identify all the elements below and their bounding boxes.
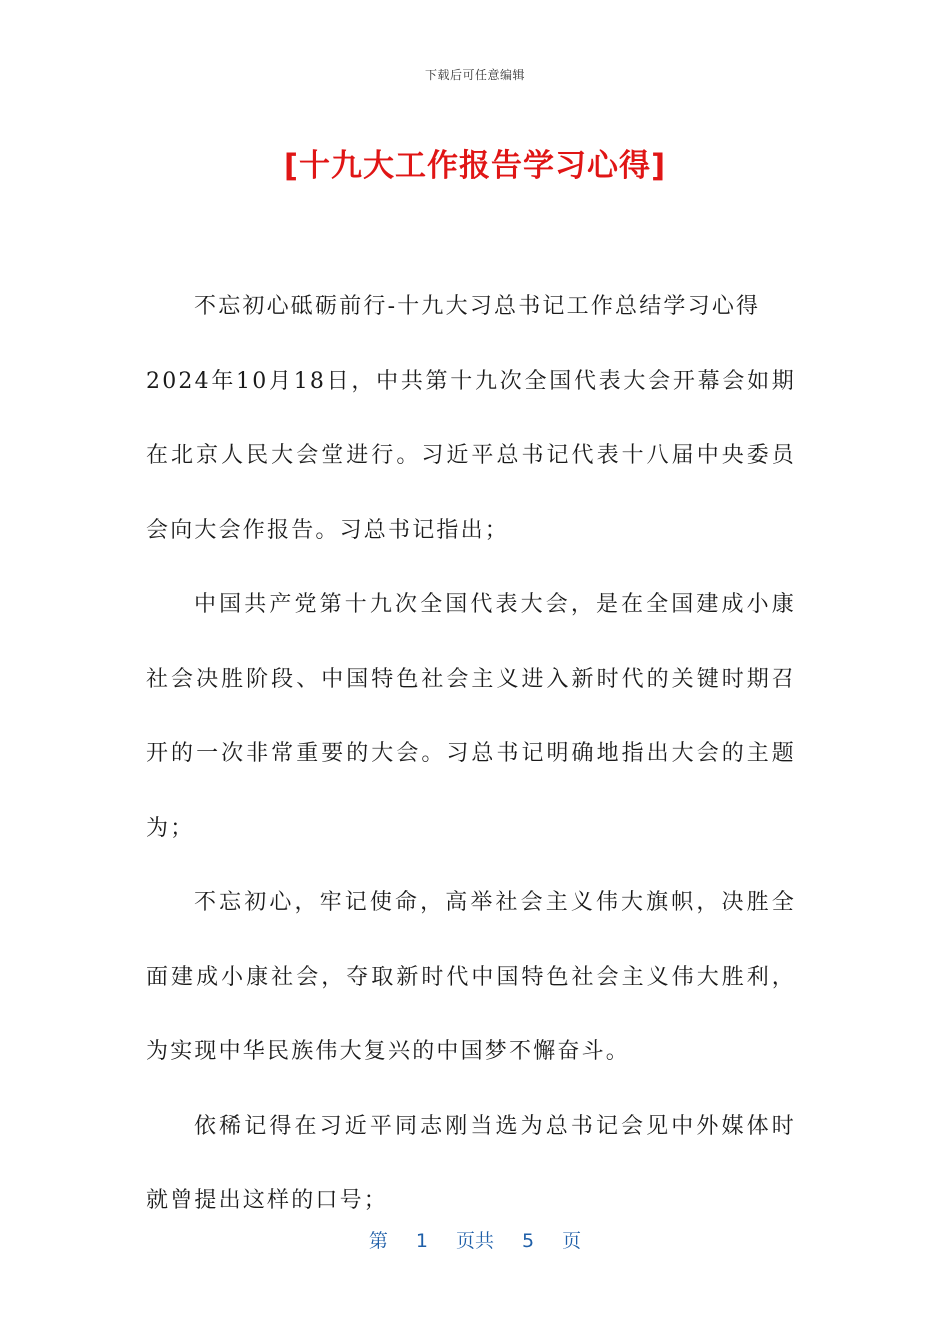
paragraph-4: 不忘初心，牢记使命，高举社会主义伟大旗帜，决胜全面建成小康社会，夺取新时代中国特色社会主义伟大胜利，为实现中华民族伟大复兴的中国梦不懈奋斗。: [146, 890, 796, 1064]
document-body: [146, 270, 796, 1239]
footer-mid: 页共: [455, 1230, 494, 1252]
paragraph-1: 不忘初心砥砺前行-十九大习总书记工作总结学习心得: [194, 294, 761, 319]
header-note: 下载后可任意编辑: [424, 68, 525, 82]
footer-suffix: 页: [562, 1230, 582, 1252]
total-pages-number: 5: [522, 1230, 535, 1252]
paragraph-5: 依稀记得在习近平同志刚当选为总书记会见中外媒体时就曾提出这样的口号；: [146, 1113, 796, 1213]
paragraph-2: 2024年10月18日，中共第十九次全国代表大会开幕会如期在北京人民大会堂进行。习近平总书记代表十八届中央委员会向大会作报告。习总书记指出；: [146, 368, 796, 543]
current-page-number: 1: [415, 1230, 428, 1252]
page-footer: [0, 1226, 950, 1253]
document-title: [十九大工作报告学习心得]: [283, 148, 667, 184]
paragraph-3: 中国共产党第十九次全国代表大会，是在全国建成小康社会决胜阶段、中国特色社会主义进入新时代的关键时期召开的一次非常重要的大会。习总书记明确地指出大会的主题为；: [146, 592, 796, 841]
footer-prefix: 第: [368, 1230, 388, 1252]
